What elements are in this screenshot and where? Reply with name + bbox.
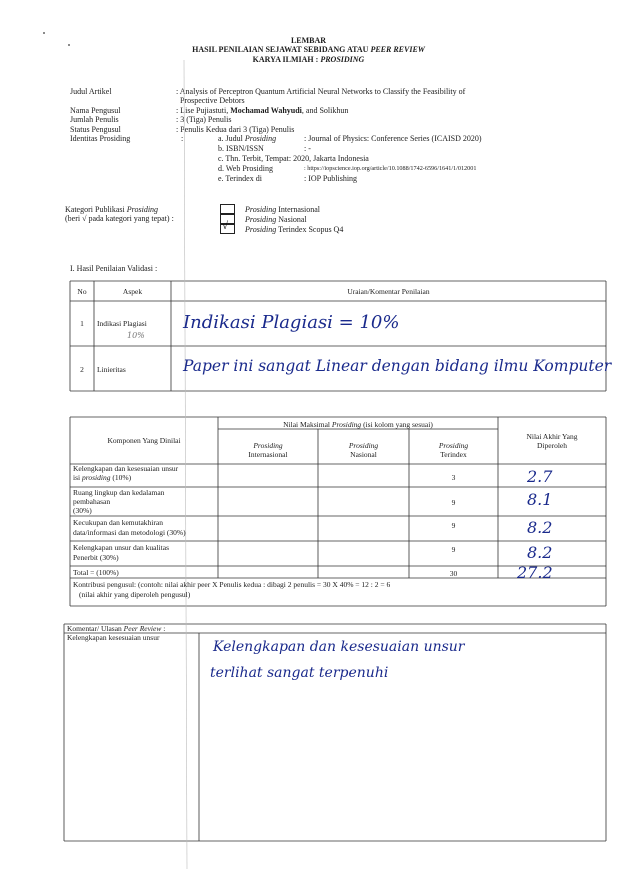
- subheader-2-l1: Prosiding: [348, 441, 379, 450]
- kategori-label-1-text: Kategori Publikasi: [65, 205, 127, 214]
- nilai-row-4-l2: Penerbit (30%): [73, 552, 119, 562]
- nilai-row-2-max: 9: [451, 498, 456, 507]
- validasi-row-1-aspek: Indikasi Plagiasi: [97, 319, 147, 328]
- nilai-total-akhir: 27.2: [517, 563, 553, 582]
- kategori-label-2: (beri √ pada kategori yang tepat) :: [65, 214, 174, 223]
- subheader-3-l2: Terindex: [440, 450, 467, 459]
- nilai-max-header: [218, 420, 498, 429]
- subheader-1-l1: Prosiding: [253, 441, 283, 450]
- judul-value-1: : Analysis of Perceptron Quantum Artificial Neural Networks to Classify the Feasibility of: [176, 87, 466, 96]
- kategori-option-3-it: Prosiding: [245, 225, 277, 234]
- komentar-title-pre: Komentar/ Ulasan: [67, 624, 124, 633]
- subheader-1-l2: Internasional: [248, 450, 288, 459]
- nilai-row-3-l2: data/informasi dan metodologi (30%): [73, 527, 186, 537]
- nilai-max-header-pre: Nilai Maksimal: [283, 420, 332, 429]
- nilai-row-1-max: 3: [451, 473, 456, 482]
- validasi-row-1-note: 10%: [127, 331, 145, 340]
- nilai-max-header-post: (isi kolom yang sesuai): [361, 420, 433, 429]
- ident-c-text: c. Thn. Terbit, Tempat: 2020, Jakarta Indonesia: [218, 154, 369, 163]
- validasi-title: I. Hasil Penilaian Validasi :: [70, 264, 158, 273]
- kategori-option-2-rest: Nasional: [276, 215, 307, 224]
- scan-speck: [68, 44, 70, 46]
- validasi-header-no: No: [77, 287, 87, 296]
- komponen-header: Komponen Yang Dinilai: [107, 436, 181, 445]
- ident-a-pre: a. Judul: [218, 134, 245, 143]
- nilai-total-max: 30: [449, 569, 458, 578]
- kategori-option-1-rest: Internasional: [276, 205, 321, 214]
- nilai-row-4-label: [73, 543, 169, 562]
- nilai-row-3-l1: Kecukupan dan kemutakhiran: [73, 518, 163, 527]
- ident-b-value: : -: [304, 144, 311, 153]
- status-value: : Penulis Kedua dari 3 (Tiga) Penulis: [176, 125, 295, 134]
- nama-bold: Mochamad Wahyudi: [230, 106, 302, 115]
- header-line-3-text: KARYA ILMIAH :: [252, 55, 321, 64]
- judul-label: Judul Artikel: [70, 87, 112, 96]
- validasi-row-1-comment: Indikasi Plagiasi = 10%: [183, 312, 400, 333]
- ident-d-label: d. Web Prosiding: [218, 164, 273, 173]
- validasi-row-2-comment: Paper ini sangat Linear dengan bidang ilmu Komputer: [183, 357, 612, 375]
- subheader-nasional: [318, 441, 409, 459]
- komentar-line-1: Kelengkapan dan kesesuaian unsur: [213, 639, 465, 655]
- komentar-title-post: :: [161, 624, 166, 633]
- nilai-max-header-it: Prosiding: [331, 420, 362, 429]
- ident-e-label: e. Terindex di: [218, 174, 262, 183]
- nilai-row-3-akhir: 8.2: [527, 518, 553, 537]
- nilai-row-4-max: 9: [451, 545, 456, 554]
- subheader-3-l1: Prosiding: [438, 441, 469, 450]
- nilai-akhir-header-2: Diperoleh: [537, 441, 567, 450]
- identitas-colon: :: [181, 134, 184, 143]
- nilai-akhir-header: [498, 432, 606, 450]
- nilai-row-2-l2: pembahasan: [73, 497, 111, 506]
- nilai-row-3-label: [73, 518, 186, 537]
- ident-e-value: : IOP Publishing: [304, 174, 358, 183]
- header-line-3-italic: PROSIDING: [320, 55, 365, 64]
- nilai-row-4-l1: Kelengkapan unsur dan kualitas: [73, 543, 170, 552]
- nilai-row-1-l2-pre: isi: [73, 472, 82, 482]
- nama-label: Nama Pengusul: [70, 106, 121, 115]
- nilai-row-1-akhir: 2.7: [527, 467, 553, 486]
- status-label: Status Pengusul: [70, 125, 121, 134]
- kontribusi-line-1: Kontribusi pengusul: (contoh: nilai akhir peer X Penulis kedua : dibagi 2 penulis = 30 X 40% = 12 : 2 = 6: [73, 580, 391, 589]
- jumlah-label: Jumlah Penulis: [70, 115, 119, 124]
- nilai-row-2-l3: (30%): [73, 506, 92, 515]
- nilai-total-label: Total = (100%): [73, 568, 119, 577]
- ident-a-value: : Journal of Physics: Conference Series (ICAISD 2020): [304, 134, 482, 143]
- komentar-row-label: Kelengkapan kesesuaian unsur: [67, 633, 160, 642]
- nilai-row-1-l2-it: prosiding: [81, 472, 111, 482]
- nama-post: , and Solikhun: [301, 106, 349, 115]
- subheader-2-l2: Nasional: [350, 450, 377, 459]
- komentar-line-2: terlihat sangat terpenuhi: [210, 665, 389, 681]
- ident-b-label: b. ISBN/ISSN: [218, 144, 264, 153]
- nilai-row-2-akhir: 8.1: [527, 490, 553, 509]
- nilai-akhir-header-1: Nilai Akhir Yang: [526, 432, 578, 441]
- scan-speck: [43, 32, 45, 34]
- ident-d-value: : https://iopscience.iop.org/article/10.1088/1742-6596/1641/1/012001: [304, 165, 477, 172]
- nilai-row-1-l1: Kelengkapan dan kesesuaian unsur: [73, 464, 179, 473]
- nilai-row-2-l1: Ruang lingkup dan kedalaman: [73, 488, 165, 497]
- subheader-internasional: [218, 441, 318, 459]
- kategori-option-1-it: Prosiding: [245, 205, 277, 214]
- subheader-terindex: [409, 441, 498, 459]
- check-mark-icon: √: [222, 220, 229, 232]
- header-line-2-text: HASIL PENILAIAN SEJAWAT SEBIDANG ATAU: [192, 45, 371, 54]
- validasi-header-aspek: Aspek: [122, 287, 143, 296]
- validasi-row-2-no: 2: [80, 365, 84, 374]
- validasi-row-1-no: 1: [80, 319, 84, 328]
- jumlah-value: : 3 (Tiga) Penulis: [176, 115, 232, 124]
- validasi-row-2-aspek: Linieritas: [97, 365, 126, 374]
- nilai-row-3-max: 9: [451, 521, 456, 530]
- nama-pre: : Lise Pujiastuti,: [176, 106, 231, 115]
- nilai-row-2-label: [73, 488, 164, 515]
- ident-a-it: Prosiding: [244, 134, 277, 143]
- kategori-label-1-italic: Prosiding: [126, 205, 159, 214]
- kontribusi-line-2: (nilai akhir yang diperoleh pengusul): [79, 590, 191, 599]
- nilai-row-1-label: [73, 465, 178, 482]
- identitas-label-text: Identitas Prosiding: [70, 134, 131, 143]
- nilai-row-4-akhir: 8.2: [527, 543, 553, 562]
- header-line-1: LEMBAR: [290, 36, 327, 45]
- komentar-title-it: Peer Review: [123, 624, 162, 633]
- header-line-2-italic: PEER REVIEW: [370, 45, 425, 54]
- nilai-row-1-l2-post: (10%): [110, 472, 132, 482]
- komentar-title: [67, 624, 165, 633]
- kategori-option-2-it: Prosiding: [245, 215, 277, 224]
- validasi-header-uraian: Uraian/Komentar Penilaian: [347, 287, 430, 296]
- kategori-option-3-rest: Terindex Scopus Q4: [276, 225, 344, 234]
- judul-value-2: Prospective Debtors: [180, 96, 245, 105]
